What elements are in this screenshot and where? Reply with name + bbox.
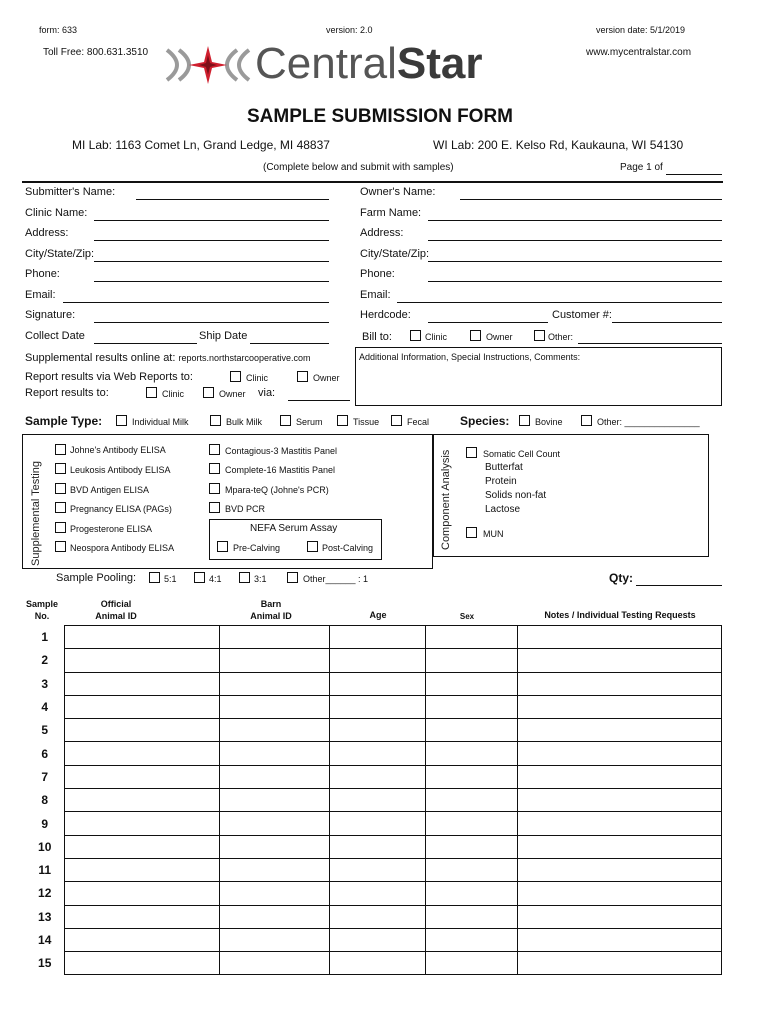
row-number: 10: [38, 839, 52, 854]
form-version: version: 2.0: [326, 25, 373, 35]
mun-label: MUN: [483, 529, 504, 539]
sex-cell[interactable]: [426, 905, 518, 928]
version-date: version date: 5/1/2019: [596, 25, 686, 35]
age-cell[interactable]: [330, 719, 426, 742]
report-to-owner-checkbox[interactable]: [203, 387, 214, 398]
component-analysis-label: Component Analysis: [440, 449, 452, 550]
report-to-label: Report results to:: [25, 387, 109, 399]
age-cell[interactable]: [330, 905, 426, 928]
fecal-checkbox[interactable]: [391, 415, 402, 426]
page-of-label: Page 1 of: [620, 162, 663, 173]
official-id-cell[interactable]: [65, 928, 220, 951]
city-state-zip-field[interactable]: [94, 261, 329, 262]
pooling-3-1-checkbox[interactable]: [239, 572, 250, 583]
owner-city-state-zip-field[interactable]: [428, 261, 722, 262]
leukosis-elisa-checkbox[interactable]: [55, 463, 66, 474]
owner-email-field[interactable]: [397, 302, 722, 303]
owner-city-state-zip-label: City/State/Zip:: [360, 248, 430, 260]
sex-cell[interactable]: [426, 626, 518, 649]
sex-cell[interactable]: [426, 672, 518, 695]
barn-id-cell[interactable]: [220, 882, 330, 905]
bvd-pcr-label: BVD PCR: [225, 504, 266, 514]
age-cell[interactable]: [330, 952, 426, 975]
barn-id-cell[interactable]: [220, 626, 330, 649]
herdcode-label: Herdcode:: [360, 309, 411, 321]
barn-id-cell[interactable]: [220, 812, 330, 835]
column-header-barn-id: Barn Animal ID: [250, 599, 292, 621]
additional-info-label: Additional Information, Special Instructions, Comments:: [359, 352, 581, 362]
progesterone-elisa-label: Progesterone ELISA: [70, 524, 153, 534]
signature-label: Signature:: [25, 309, 76, 321]
barn-id-cell[interactable]: [220, 649, 330, 672]
customer-number-label: Customer #:: [552, 309, 612, 321]
sample-table: [25, 625, 722, 975]
phone-field[interactable]: [94, 281, 329, 282]
pooling-4-1-checkbox[interactable]: [194, 572, 205, 583]
toll-free: Toll Free: 800.631.3510: [43, 47, 149, 58]
web-reports-owner-label: Owner: [313, 373, 340, 383]
species-label: Species:: [460, 414, 510, 428]
barn-id-cell[interactable]: [220, 835, 330, 858]
sex-cell[interactable]: [426, 858, 518, 881]
pooling-other-label: Other______ : 1: [303, 574, 369, 584]
post-calving-checkbox[interactable]: [307, 541, 318, 552]
notes-cell[interactable]: [518, 928, 722, 951]
nefa-label: NEFA Serum Assay: [250, 523, 338, 534]
row-number: 2: [41, 653, 49, 668]
official-id-cell[interactable]: [65, 835, 220, 858]
column-header-age: Age: [369, 610, 387, 620]
pooling-5-1-label: 5:1: [164, 574, 177, 584]
instruction-text: (Complete below and submit with samples): [263, 162, 454, 173]
barn-id-cell[interactable]: [220, 719, 330, 742]
fecal-label: Fecal: [407, 417, 430, 427]
phone-label: Phone:: [25, 268, 60, 280]
barn-id-cell[interactable]: [220, 928, 330, 951]
pregnancy-elisa-checkbox[interactable]: [55, 502, 66, 513]
age-cell[interactable]: [330, 882, 426, 905]
protein-label: Protein: [485, 476, 517, 487]
page-title: SAMPLE SUBMISSION FORM: [247, 106, 514, 127]
johnes-elisa-checkbox[interactable]: [55, 444, 66, 455]
table-row: [25, 672, 722, 695]
sex-cell[interactable]: [426, 928, 518, 951]
owner-email-label: Email:: [360, 289, 391, 301]
barn-id-cell[interactable]: [220, 858, 330, 881]
complete-16-label: Complete-16 Mastitis Panel: [225, 465, 336, 475]
report-to-clinic-checkbox[interactable]: [146, 387, 157, 398]
column-header-sex: Sex: [459, 612, 475, 621]
official-id-cell[interactable]: [65, 952, 220, 975]
sex-cell[interactable]: [426, 812, 518, 835]
notes-cell[interactable]: [518, 672, 722, 695]
website: www.mycentralstar.com: [586, 47, 692, 58]
pooling-other-checkbox[interactable]: [287, 572, 298, 583]
complete-16-checkbox[interactable]: [209, 463, 220, 474]
bill-to-owner-label: Owner: [486, 332, 513, 342]
row-number: 7: [41, 769, 49, 784]
notes-cell[interactable]: [518, 952, 722, 975]
tissue-label: Tissue: [353, 417, 380, 427]
sex-cell[interactable]: [426, 695, 518, 718]
address-field[interactable]: [94, 240, 329, 241]
individual-milk-label: Individual Milk: [132, 417, 189, 427]
table-row: [25, 695, 722, 718]
barn-id-cell[interactable]: [220, 765, 330, 788]
table-row: [25, 812, 722, 835]
owner-phone-label: Phone:: [360, 268, 395, 280]
lactose-label: Lactose: [485, 504, 521, 515]
official-id-cell[interactable]: [65, 672, 220, 695]
pregnancy-elisa-label: Pregnancy ELISA (PAGs): [70, 504, 172, 514]
owner-name-field[interactable]: [460, 199, 722, 200]
bulk-milk-label: Bulk Milk: [226, 417, 263, 427]
sex-cell[interactable]: [426, 789, 518, 812]
row-number: 3: [41, 676, 49, 691]
bvd-antigen-elisa-checkbox[interactable]: [55, 483, 66, 494]
ship-date-label: Ship Date: [199, 330, 248, 342]
table-row: [25, 765, 722, 788]
notes-cell[interactable]: [518, 695, 722, 718]
official-id-cell[interactable]: [65, 789, 220, 812]
clinic-name-field[interactable]: [94, 220, 329, 221]
supplemental-testing-label: Supplemental Testing: [30, 461, 42, 566]
report-to-clinic-label: Clinic: [162, 389, 185, 399]
sex-cell[interactable]: [426, 882, 518, 905]
ship-date-field[interactable]: [250, 343, 329, 344]
table-row: [25, 742, 722, 765]
row-number: 6: [41, 746, 49, 761]
barn-id-cell[interactable]: [220, 742, 330, 765]
row-number: 5: [41, 723, 49, 738]
mi-lab-address: MI Lab: 1163 Comet Ln, Grand Ledge, MI 48837: [72, 138, 330, 152]
bvd-antigen-elisa-label: BVD Antigen ELISA: [70, 485, 150, 495]
progesterone-elisa-checkbox[interactable]: [55, 522, 66, 533]
official-id-cell[interactable]: [65, 765, 220, 788]
bill-to-clinic-label: Clinic: [425, 332, 448, 342]
row-number: 1: [41, 630, 49, 645]
logo-wordmark: CentralStar: [255, 39, 483, 88]
notes-cell[interactable]: [518, 882, 722, 905]
table-row: [25, 952, 722, 975]
owner-address-field[interactable]: [428, 240, 722, 241]
sample-pooling-label: Sample Pooling:: [56, 572, 137, 584]
row-number: 12: [38, 886, 52, 901]
notes-cell[interactable]: [518, 835, 722, 858]
notes-cell[interactable]: [518, 626, 722, 649]
submitter-name-field[interactable]: [136, 199, 329, 200]
barn-id-cell[interactable]: [220, 905, 330, 928]
age-cell[interactable]: [330, 858, 426, 881]
official-id-cell[interactable]: [65, 719, 220, 742]
official-id-cell[interactable]: [65, 695, 220, 718]
notes-cell[interactable]: [518, 742, 722, 765]
species-other-checkbox[interactable]: [581, 415, 592, 426]
contagious-3-label: Contagious-3 Mastitis Panel: [225, 446, 338, 456]
via-label: via:: [258, 387, 276, 399]
bill-to-clinic-checkbox[interactable]: [410, 330, 421, 341]
mpara-teq-label: Mpara-teQ (Johne's PCR): [225, 485, 329, 495]
web-reports-clinic-checkbox[interactable]: [230, 371, 241, 382]
bulk-milk-checkbox[interactable]: [210, 415, 221, 426]
bill-to-other-label: Other:: [548, 332, 574, 342]
notes-cell[interactable]: [518, 812, 722, 835]
bill-to-label: Bill to:: [362, 331, 392, 343]
signature-field[interactable]: [94, 322, 329, 323]
owner-name-label: Owner's Name:: [360, 186, 436, 198]
row-number: 9: [41, 816, 49, 831]
barn-id-cell[interactable]: [220, 672, 330, 695]
owner-address-label: Address:: [360, 227, 404, 239]
pooling-5-1-checkbox[interactable]: [149, 572, 160, 583]
official-id-cell[interactable]: [65, 905, 220, 928]
notes-cell[interactable]: [518, 765, 722, 788]
somatic-cell-count-checkbox[interactable]: [466, 447, 477, 458]
bill-to-other-field[interactable]: [578, 343, 722, 344]
farm-name-field[interactable]: [428, 220, 722, 221]
neospora-elisa-checkbox[interactable]: [55, 541, 66, 552]
column-header-official-id: Official Animal ID: [95, 599, 137, 621]
johnes-elisa-label: Johne's Antibody ELISA: [70, 445, 166, 455]
table-row: [25, 882, 722, 905]
official-id-cell[interactable]: [65, 882, 220, 905]
table-row: [25, 626, 722, 649]
row-number: 13: [38, 909, 52, 924]
collect-date-label: Collect Date: [25, 330, 85, 342]
row-number: 11: [38, 863, 52, 878]
age-cell[interactable]: [330, 765, 426, 788]
customer-number-field[interactable]: [612, 322, 722, 323]
table-row: [25, 905, 722, 928]
clinic-name-label: Clinic Name:: [25, 207, 88, 219]
somatic-cell-count-label: Somatic Cell Count: [483, 449, 561, 459]
bvd-pcr-checkbox[interactable]: [209, 502, 220, 513]
pooling-4-1-label: 4:1: [209, 574, 222, 584]
species-other-label: Other: _______________: [597, 417, 700, 427]
sex-cell[interactable]: [426, 835, 518, 858]
neospora-elisa-label: Neospora Antibody ELISA: [70, 543, 175, 553]
column-header-sample-no: Sample No.: [25, 599, 58, 621]
age-cell[interactable]: [330, 672, 426, 695]
solids-non-fat-label: Solids non-fat: [485, 490, 547, 501]
age-cell[interactable]: [330, 695, 426, 718]
tissue-checkbox[interactable]: [337, 415, 348, 426]
submitter-name-label: Submitter's Name:: [25, 186, 116, 198]
pre-calving-label: Pre-Calving: [233, 543, 281, 553]
age-cell[interactable]: [330, 789, 426, 812]
contagious-3-checkbox[interactable]: [209, 444, 220, 455]
report-to-owner-label: Owner: [219, 389, 246, 399]
butterfat-label: Butterfat: [485, 462, 523, 473]
sex-cell[interactable]: [426, 742, 518, 765]
via-field[interactable]: [288, 400, 350, 401]
notes-cell[interactable]: [518, 649, 722, 672]
table-row: [25, 858, 722, 881]
row-number: 14: [38, 933, 52, 947]
table-row: [25, 719, 722, 742]
column-header-notes: Notes / Individual Testing Requests: [544, 610, 696, 620]
web-reports-label: Report results via Web Reports to:: [25, 371, 193, 383]
city-state-zip-label: City/State/Zip:: [25, 248, 95, 260]
bill-to-owner-checkbox[interactable]: [470, 330, 481, 341]
bovine-checkbox[interactable]: [519, 415, 530, 426]
sex-cell[interactable]: [426, 765, 518, 788]
post-calving-label: Post-Calving: [322, 543, 374, 553]
notes-cell[interactable]: [518, 789, 722, 812]
qty-label: Qty:: [609, 571, 633, 585]
web-reports-owner-checkbox[interactable]: [297, 371, 308, 382]
barn-id-cell[interactable]: [220, 695, 330, 718]
age-cell[interactable]: [330, 626, 426, 649]
notes-cell[interactable]: [518, 858, 722, 881]
centralstar-logo-icon: [165, 42, 251, 88]
table-row: [25, 928, 722, 951]
form-number: form: 633: [39, 25, 78, 35]
row-number: 8: [41, 793, 49, 808]
barn-id-cell[interactable]: [220, 789, 330, 812]
mun-checkbox[interactable]: [466, 527, 477, 538]
herdcode-field[interactable]: [428, 322, 548, 323]
age-cell[interactable]: [330, 928, 426, 951]
sex-cell[interactable]: [426, 719, 518, 742]
table-row: [25, 835, 722, 858]
sample-type-label: Sample Type:: [25, 414, 103, 428]
qty-field[interactable]: [636, 585, 722, 586]
barn-id-cell[interactable]: [220, 952, 330, 975]
sex-cell[interactable]: [426, 649, 518, 672]
web-reports-clinic-label: Clinic: [246, 373, 269, 383]
age-cell[interactable]: [330, 742, 426, 765]
wi-lab-address: WI Lab: 200 E. Kelso Rd, Kaukauna, WI 54130: [433, 138, 684, 152]
divider: [22, 181, 723, 183]
notes-cell[interactable]: [518, 719, 722, 742]
serum-checkbox[interactable]: [280, 415, 291, 426]
bill-to-other-checkbox[interactable]: [534, 330, 545, 341]
row-number: 15: [38, 956, 52, 971]
row-number: 4: [41, 700, 49, 715]
bovine-label: Bovine: [535, 417, 563, 427]
age-cell[interactable]: [330, 812, 426, 835]
address-label: Address:: [25, 227, 69, 239]
individual-milk-checkbox[interactable]: [116, 415, 127, 426]
owner-phone-field[interactable]: [428, 281, 722, 282]
official-id-cell[interactable]: [65, 742, 220, 765]
farm-name-label: Farm Name:: [360, 207, 422, 219]
email-field[interactable]: [63, 302, 329, 303]
age-cell[interactable]: [330, 649, 426, 672]
official-id-cell[interactable]: [65, 858, 220, 881]
sex-cell[interactable]: [426, 952, 518, 975]
pooling-3-1-label: 3:1: [254, 574, 267, 584]
notes-cell[interactable]: [518, 905, 722, 928]
supplemental-online-text: Supplemental results online at: reports.northstarcooperative.com: [25, 352, 311, 364]
pre-calving-checkbox[interactable]: [217, 541, 228, 552]
table-row: [25, 789, 722, 812]
email-label: Email:: [25, 289, 56, 301]
serum-label: Serum: [296, 417, 323, 427]
official-id-cell[interactable]: [65, 812, 220, 835]
mpara-teq-checkbox[interactable]: [209, 483, 220, 494]
official-id-cell[interactable]: [65, 626, 220, 649]
official-id-cell[interactable]: [65, 649, 220, 672]
page-count-field[interactable]: [666, 174, 722, 175]
leukosis-elisa-label: Leukosis Antibody ELISA: [70, 465, 171, 475]
table-row: [25, 649, 722, 672]
age-cell[interactable]: [330, 835, 426, 858]
collect-date-field[interactable]: [94, 343, 197, 344]
